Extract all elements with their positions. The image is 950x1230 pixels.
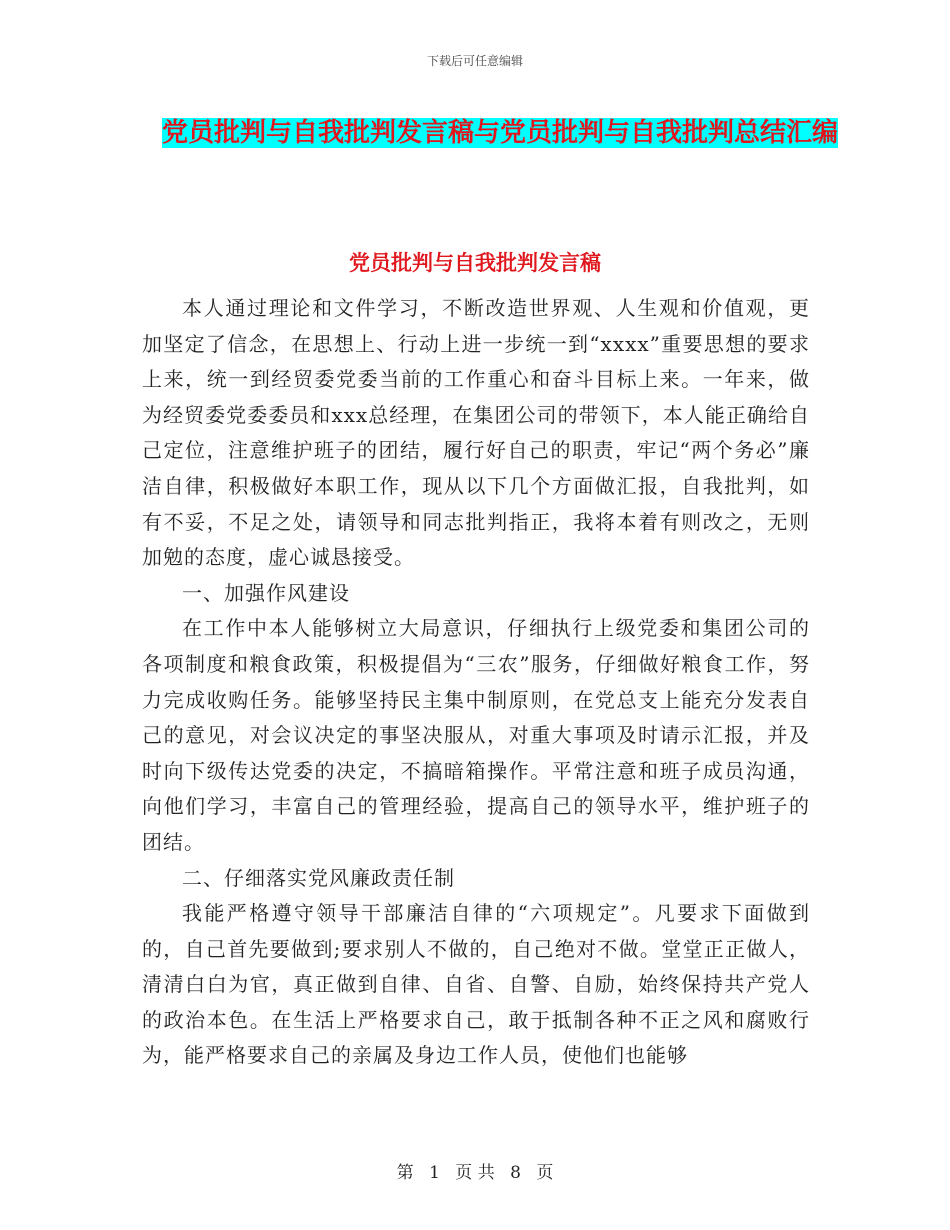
document-title-text: 党员批判与自我批判发言稿与党员批判与自我批判总结汇编 [161,118,838,148]
header-note: 下载后可任意编辑 [426,54,523,68]
page-number: 1 [429,1163,440,1183]
section-heading-1: 一、加强作风建设 [182,580,350,605]
document-body [142,291,810,1074]
section-heading-2: 二、仔细落实党风廉政责任制 [182,865,455,890]
total-pages: 8 [510,1163,521,1183]
page-footer [0,1158,950,1183]
footer-prefix: 第 [396,1163,414,1183]
footer-suffix: 页 [536,1163,554,1183]
intro-paragraph: 本人通过理论和文件学习，不断改造世界观、人生观和价值观，更加坚定了信念，在思想上、行动上进一步统一到“xxxx”重要思想的要求上来，统一到经贸委党委当前的工作重心和奋斗目标上来。一年来，做为经贸委党委委员和xxx总经理，在集团公司的带领下，本人能正确给自己定位，注意维护班子的团结，履行好自己的职责，牢记“两个务必”廉洁自律，积极做好本职工作，现从以下几个方面做汇报，自我批判，如有不妥，不足之处，请领导和同志批判指正，我将本着有则改之，无则加勉的态度，虚心诚恳接受。 [142,296,810,570]
section-2-paragraph: 我能严格遵守领导干部廉洁自律的“六项规定”。凡要求下面做到的，自己首先要做到;要求别人不做的，自己绝对不做。堂堂正正做人，清清白白为官，真正做到自律、自省、自警、自励，始终保持共产党人的政治本色。在生活上严格要求自己，敢于抵制各种不正之风和腐败行为，能严格要求自己的亲属及身边工作人员，使他们也能够 [142,901,810,1068]
section-1-paragraph: 在工作中本人能够树立大局意识，仔细执行上级党委和集团公司的各项制度和粮食政策，积极提倡为“三农”服务，仔细做好粮食工作，努力完成收购任务。能够坚持民主集中制原则，在党总支上能充分发表自己的意见，对会议决定的事坚决服从，对重大事项及时请示汇报，并及时向下级传达党委的决定，不搞暗箱操作。平常注意和班子成员沟通，向他们学习，丰富自己的管理经验，提高自己的领导水平，维护班子的团结。 [142,616,810,854]
footer-mid: 页 共 [455,1163,495,1183]
section-subtitle: 党员批判与自我批判发言稿 [349,251,601,275]
document-title [140,108,860,158]
